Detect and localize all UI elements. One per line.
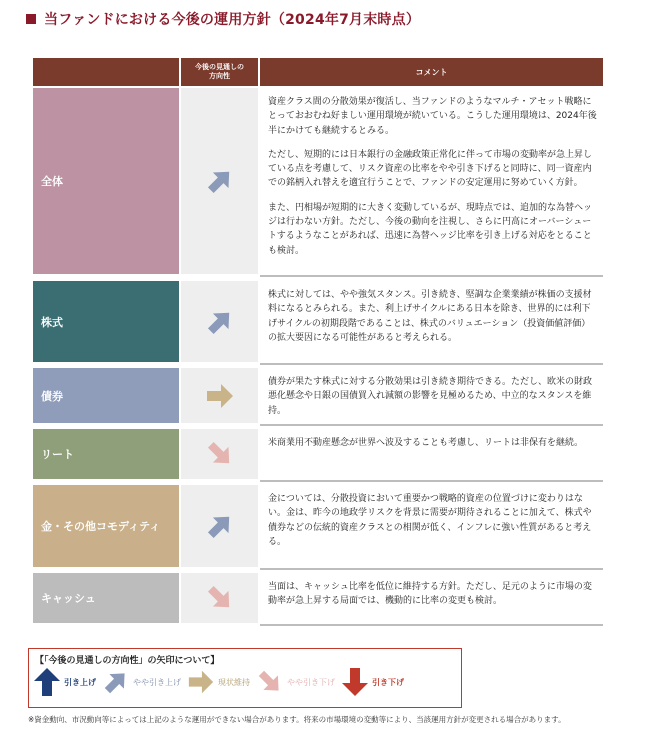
table-row <box>33 281 603 362</box>
direction-cell <box>181 429 258 479</box>
header-direction: 今後の見通しの方向性 <box>181 58 258 86</box>
comment-cell: 米商業用不動産懸念が世界へ波及することも考慮し、リートは非保有を継続。 <box>268 438 584 448</box>
row-divider <box>260 568 603 570</box>
comment-cell: 株式に対しては、やや強気スタンス。引き続き、堅調な企業業績が株価の支援材料になるとみられる。また、利上げサイクルにある日本を除き、世界的には利下げサイクルの初期段階であることは、株式のバリュエーション（投資価値評価）の拡大要因になる可能性があると考えられる。 <box>268 290 592 343</box>
row-divider <box>260 275 603 277</box>
legend-item: やや引き下げ <box>256 668 335 696</box>
up-arrow-icon <box>33 667 61 697</box>
row-divider <box>260 424 603 426</box>
direction-cell <box>181 88 258 274</box>
category-cell: キャッシュ <box>33 573 179 623</box>
category-cell: リート <box>33 429 179 479</box>
direction-cell <box>181 485 258 567</box>
comment-cell: 当面は、キャッシュ比率を低位に維持する方針。ただし、足元のように市場の変動率が急上昇する局面では、機動的に比率の変更も検討。 <box>268 582 592 607</box>
slightly-down-arrow-icon <box>256 668 284 696</box>
flat-arrow-icon <box>205 381 235 411</box>
header-comment: コメント <box>260 58 603 86</box>
direction-cell <box>181 368 258 423</box>
header-category <box>33 58 179 86</box>
row-divider <box>260 363 603 365</box>
table-row <box>33 429 603 479</box>
comment-cell: 金については、分散投資において重要かつ戦略的資産の位置づけに変わりはない。金は、昨今の地政学リスクを背景に需要が期待されることに加えて、株式や債券などの伝統的資産クラスとの相関が低く、インフレに強い性質があると考える。 <box>268 494 592 547</box>
legend-items <box>33 667 410 697</box>
legend-item: 現状維持 <box>187 668 250 696</box>
title-square-icon <box>26 14 36 24</box>
comment-cell: 債券が果たす株式に対する分散効果は引き続き期待できる。ただし、欧米の財政悪化懸念や日銀の国債買入れ減額の影響を見極めるため、中立的なスタンスを維持。 <box>268 377 593 416</box>
legend-item: やや引き上げ <box>102 668 181 696</box>
comment-cell: 資産クラス間の分散効果が復活し、当ファンドのようなマルチ・アセット戦略にとっておおむね好ましい運用環境が続いている。こうした運用環境は、2024年後半にかけても継続するとみる。 ただし、短期的には日本銀行の金融政策正常化に伴って市場の変動率が急上昇している点を考慮して、リスク資産の比率をやや引き下げると同時に、同一資産内での銘柄入れ替えを適宜行うことで、ファンドの安定運用に努めていく方針。 また、円相場が短期的に大きく変動しているが、現時点では、追加的な為替ヘッジは行わない方針。ただし、今後の動向を注視し、さらに円高にオーバーシュートするようなことがあれば、迅速に為替ヘッジ比率を引き上げる対応をとることも検討。 <box>268 97 597 256</box>
table-row <box>33 88 603 274</box>
slightly-down-arrow-icon <box>205 439 235 469</box>
row-divider <box>260 624 603 626</box>
slightly-up-arrow-icon <box>205 166 235 196</box>
slightly-up-arrow-icon <box>205 511 235 541</box>
flat-arrow-icon <box>187 668 215 696</box>
category-cell: 株式 <box>33 281 179 362</box>
arrow-legend: 【「今後の見通しの方向性」の矢印について】 引き上げ やや引き上げ 現状維持 やや引き下げ 引き下げ <box>28 648 462 708</box>
legend-item: 引き下げ <box>341 667 404 697</box>
down-arrow-icon <box>341 667 369 697</box>
table-row <box>33 485 603 567</box>
legend-item: 引き上げ <box>33 667 96 697</box>
category-cell: 債券 <box>33 368 179 423</box>
table-row <box>33 368 603 423</box>
footnote: ※資金動向、市況動向等によっては上記のような運用ができない場合があります。将来の市場環境の変動等により、当該運用方針が変更される場合があります。 <box>28 715 566 724</box>
slightly-up-arrow-icon <box>205 307 235 337</box>
slightly-down-arrow-icon <box>205 583 235 613</box>
row-divider <box>260 480 603 482</box>
slightly-up-arrow-icon <box>102 668 130 696</box>
category-cell: 金・その他コモディティ <box>33 485 179 567</box>
page-title: 当ファンドにおける今後の運用方針（2024年7月末時点） <box>26 9 420 29</box>
table-row <box>33 573 603 623</box>
direction-cell <box>181 281 258 362</box>
category-cell: 全体 <box>33 88 179 274</box>
direction-cell <box>181 573 258 623</box>
